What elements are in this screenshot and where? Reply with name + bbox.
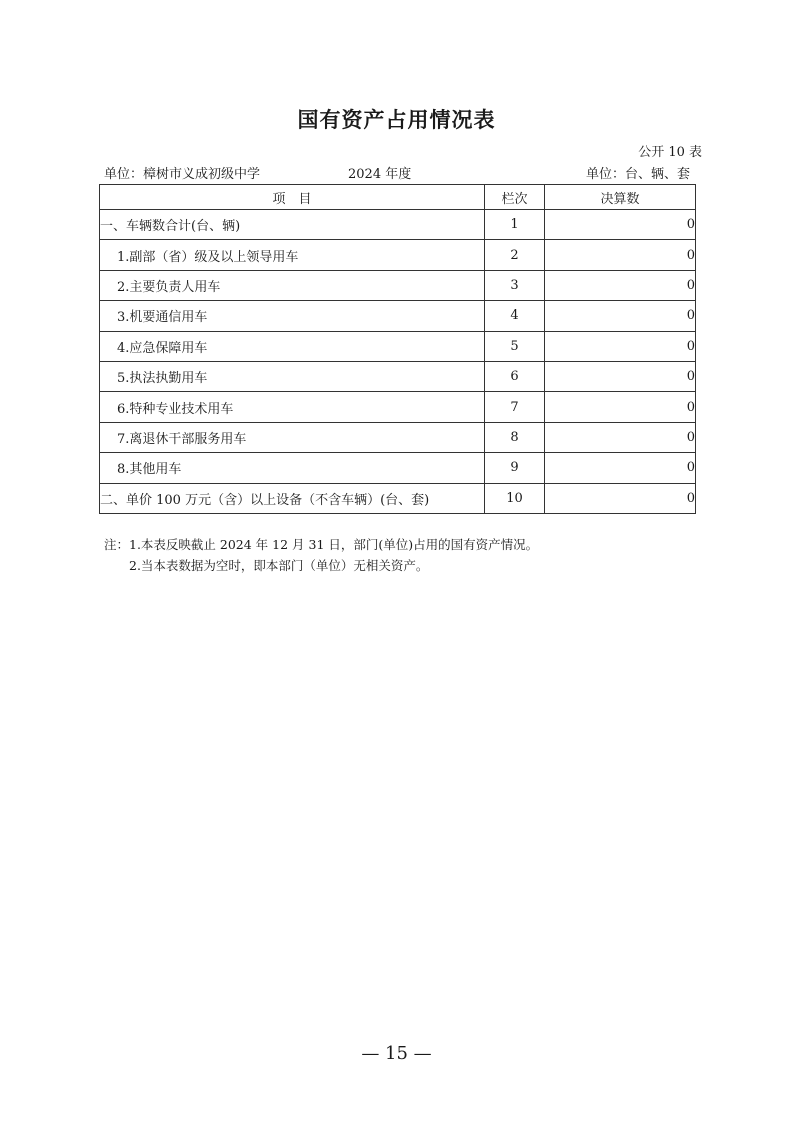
row-column-no: 3 [485, 270, 545, 300]
table-row [100, 210, 696, 240]
row-item: 二、单价 100 万元（含）以上设备（不含车辆）(台、套) [100, 483, 485, 513]
row-amount: 0 [545, 301, 696, 331]
row-amount: 0 [545, 240, 696, 270]
row-column-no: 8 [485, 422, 545, 452]
header-column-no: 栏次 [485, 185, 545, 210]
row-amount: 0 [545, 210, 696, 240]
row-column-no: 2 [485, 240, 545, 270]
row-amount: 0 [545, 453, 696, 483]
header-item: 项 目 [100, 185, 485, 210]
table-row [100, 483, 696, 513]
page-number: — 15 — [361, 1043, 432, 1064]
row-item: 3.机要通信用车 [100, 301, 485, 331]
row-item: 6.特种专业技术用车 [100, 392, 485, 422]
row-amount: 0 [545, 422, 696, 452]
row-column-no: 7 [485, 392, 545, 422]
meta-row [104, 163, 690, 183]
row-item: 7.离退休干部服务用车 [100, 422, 485, 452]
table-row [100, 240, 696, 270]
measure-unit-label: 单位：台、辆、套 [585, 167, 690, 182]
page-title: 国有资产占用情况表 [297, 108, 496, 132]
table-row [100, 392, 696, 422]
row-column-no: 4 [485, 301, 545, 331]
row-item: 4.应急保障用车 [100, 331, 485, 361]
row-column-no: 10 [485, 483, 545, 513]
notes [104, 534, 538, 576]
row-amount: 0 [545, 483, 696, 513]
note-line-1: 注：1.本表反映截止 2024 年 12 月 31 日，部门(单位)占用的国有资产情况。 [104, 537, 539, 552]
row-column-no: 5 [485, 331, 545, 361]
table-row [100, 270, 696, 300]
table-row [100, 361, 696, 391]
row-item: 一、车辆数合计(台、辆) [100, 210, 485, 240]
year-label: 2024 年度 [348, 167, 412, 182]
row-column-no: 6 [485, 361, 545, 391]
row-column-no: 1 [485, 210, 545, 240]
row-amount: 0 [545, 392, 696, 422]
note-line-2: 2.当本表数据为空时，即本部门（单位）无相关资产。 [129, 558, 429, 573]
table-row [100, 422, 696, 452]
row-amount: 0 [545, 361, 696, 391]
row-item: 2.主要负责人用车 [100, 270, 485, 300]
row-item: 5.执法执勤用车 [100, 361, 485, 391]
table-row [100, 301, 696, 331]
table-header-row [100, 185, 696, 210]
asset-table [99, 184, 696, 514]
row-column-no: 9 [485, 453, 545, 483]
table-row [100, 331, 696, 361]
form-number: 公开 10 表 [638, 145, 702, 160]
table-row [100, 453, 696, 483]
row-item: 8.其他用车 [100, 453, 485, 483]
row-item: 1.副部（省）级及以上领导用车 [100, 240, 485, 270]
row-amount: 0 [545, 270, 696, 300]
row-amount: 0 [545, 331, 696, 361]
header-amount: 决算数 [545, 185, 696, 210]
unit-label: 单位：樟树市义成初级中学 [104, 167, 261, 182]
